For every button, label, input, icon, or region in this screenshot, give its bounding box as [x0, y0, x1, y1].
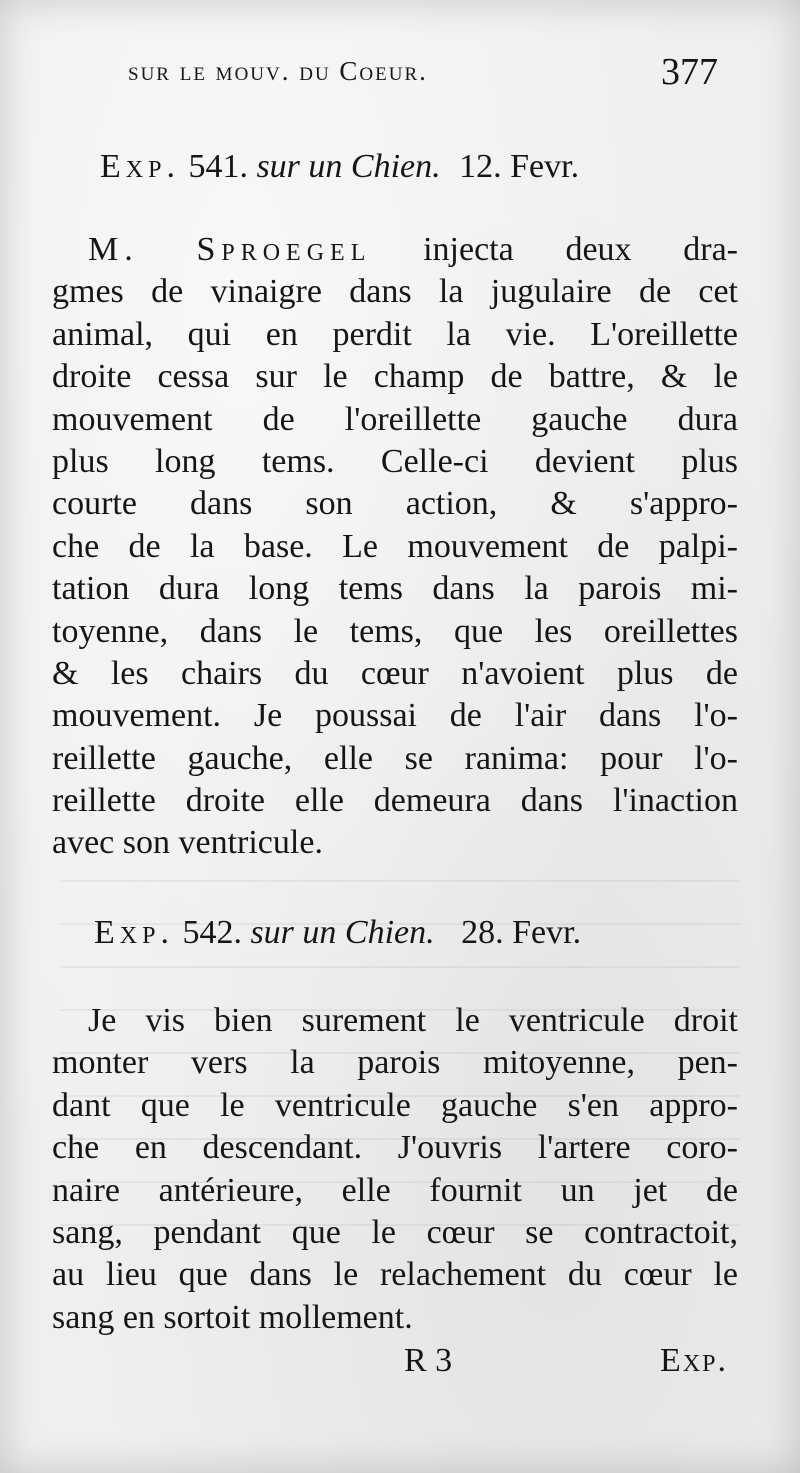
experiment-542-text [52, 1000, 738, 1339]
experiment-date: 12. Fevr. [459, 148, 580, 185]
text-line: au lieu que dans le relachement du cœur le [52, 1256, 738, 1294]
text-line: monter vers la parois mitoyenne, pen- [52, 1044, 738, 1082]
text-line: tation dura long tems dans la parois mi- [52, 570, 738, 608]
text-line: che de la base. Le mouvement de palpi- [52, 527, 738, 565]
experiment-subject: sur un Chien. [250, 914, 435, 951]
catchword: Exp. [660, 1342, 728, 1379]
experiment-541-heading [100, 148, 579, 186]
text-line: che en descendant. J'ouvris l'artere coro- [52, 1129, 738, 1167]
text-line: M. Sproegel injecta deux dra- [88, 231, 739, 268]
experiment-number: 542. [182, 914, 242, 951]
experiment-date: 28. Fevr. [461, 914, 582, 951]
text-line: reillette gauche, elle se ranima: pour l'o- [52, 739, 738, 777]
experiment-label: Exp. [100, 148, 180, 185]
running-title: sur le mouv. du Coeur. [128, 56, 428, 86]
text-line: & les chairs du cœur n'avoient plus de [52, 654, 738, 692]
text-line: plus long tems. Celle-ci devient plus [52, 442, 738, 480]
text-line: reillette droite elle demeura dans l'inaction [52, 782, 738, 820]
text-line: naire antérieure, elle fournit un jet de [52, 1171, 738, 1209]
experiment-subject: sur un Chien. [256, 148, 441, 185]
text-line: avec son ventricule. [52, 824, 323, 862]
text-line: mouvement de l'oreillette gauche dura [52, 400, 738, 438]
page-header [128, 52, 718, 102]
text-line: mouvement. Je poussai de l'air dans l'o- [52, 697, 738, 735]
text-line: sang, pendant que le cœur se contractoit, [52, 1213, 738, 1251]
text-line: gmes de vinaigre dans la jugulaire de cet [52, 273, 738, 311]
text-line: toyenne, dans le tems, que les oreillettes [52, 612, 738, 650]
text-line: dant que le ventricule gauche s'en appro- [52, 1086, 738, 1124]
text-line: droite cessa sur le champ de battre, & le [52, 358, 738, 396]
signature-mark: R 3 [404, 1342, 453, 1379]
text-line: Je vis bien surement le ventricule droit [88, 1002, 738, 1039]
experiment-number: 541. [188, 148, 248, 185]
text-line: courte dans son action, & s'appro- [52, 485, 738, 523]
text-line: animal, qui en perdit la vie. L'oreillette [52, 315, 738, 353]
text-line: sang en sortoit mollement. [52, 1298, 413, 1336]
person-name: M. Sproegel [88, 231, 372, 268]
experiment-541-text [52, 229, 738, 865]
page-footer [52, 1342, 738, 1386]
experiment-label: Exp. [94, 914, 174, 951]
page-number: 377 [661, 51, 718, 93]
experiment-542-heading [94, 914, 581, 952]
